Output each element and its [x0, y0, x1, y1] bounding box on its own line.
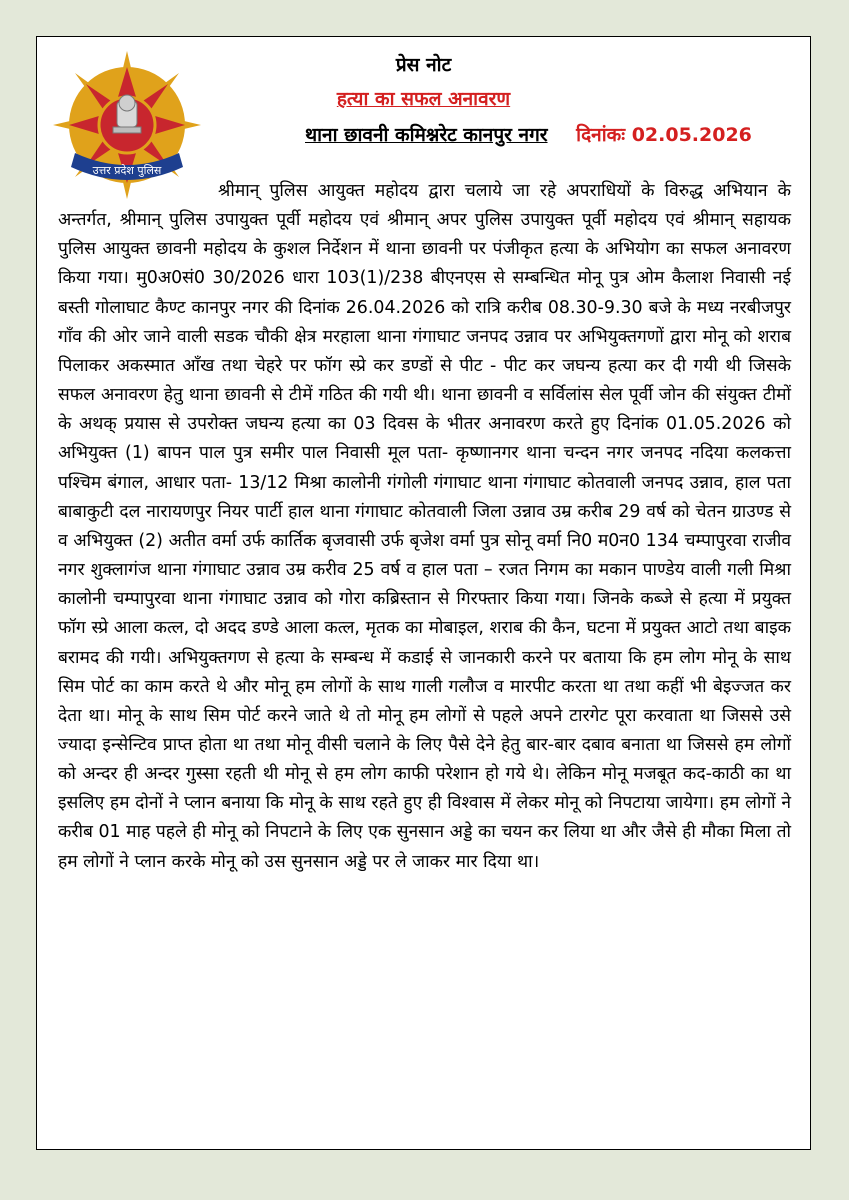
- station-date-row: [305, 121, 752, 147]
- page-title: प्रेस नोट: [395, 54, 452, 76]
- station-name: थाना छावनी कमिश्नरेट कानपुर नगर: [305, 124, 548, 146]
- date-label: दिनांकः: [576, 124, 626, 146]
- press-note-page: [36, 36, 811, 1150]
- date-value: 02.05.2026: [631, 124, 752, 146]
- emblem-ribbon-text: उत्तर प्रदेश पुलिस: [92, 164, 162, 177]
- body-paragraph: श्रीमान् पुलिस आयुक्त महोदय द्वारा चलाये जा रहे अपराधियों के विरुद्ध अभियान के अन्तर्गत, श्रीमान् पुलिस उपायुक्त पूर्वी महोदय एवं श्रीमान् अपर पुलिस उपायुक्त पूर्वी महोदय एवं श्रीमान् सहायक पुलिस आयुक्त छावनी महोदय के कुशल निर्देशन में थाना छावनी पर पंजीकृत हत्या के अभियोग का सफल अनावरण किया गया। मु0अ0सं0 30/2026 धारा 103(1)/238 बीएनएस से सम्बन्धित मोनू पुत्र ओम कैलाश निवासी नई बस्ती गोलाघाट कैण्ट कानपुर नगर की दिनांक 26.04.2026 को रात्रि करीब 08.30-9.30 बजे के मध्य नरबीजपुर गाँव की ओर जाने वाली सडक चौकी क्षेत्र मरहाला थाना गंगाघाट जनपद उन्नाव पर अभियुक्तगणों द्वारा मोनू को शराब पिलाकर अकस्मात आँख तथा चेहरे पर फॉग स्प्रे कर डण्डों से पीट - पीट कर जघन्य हत्या कर दी गयी थी जिसके सफल अनावरण हेतु थाना छावनी से टीमें गठित की गयी थी। थाना छावनी व सर्विलांस सेल पूर्वी जोन की संयुक्त टीमों के अथक् प्रयास से उपरोक्त जघन्य हत्या का 03 दिवस के भीतर अनावरण करते हुए दिनांक 01.05.2026 को अभियुक्त (1) बापन पाल पुत्र समीर पाल निवासी मूल पता- कृष्णानगर थाना चन्दन नगर जनपद नदिया कलकत्ता पश्चिम बंगाल, आधार पता- 13/12 मिश्रा कालोनी गंगोली गंगाघाट थाना गंगाघाट कोतवाली जनपद उन्नाव, हाल पता बाबाकुटी दल नारायणपुर नियर पार्टी हाल थाना गंगाघाट कोतवाली जिला उन्नाव उम्र करीब 29 वर्ष को चेतन ग्राउण्ड से व अभियुक्त (2) अतीत वर्मा उर्फ कार्तिक बृजवासी उर्फ बृजेश वर्मा पुत्र सोनू वर्मा नि0 म0न0 134 चम्पापुरवा राजीव नगर शुक्लागंज थाना गंगाघाट उन्नाव उम्र करीव 25 वर्ष व हाल पता – रजत निगम का मकान पाण्डेय वाली गली मिश्रा कालोनी चम्पापुरवा थाना गंगाघाट उन्नाव को गोरा कब्रिस्तान से गिरफ्तार किया गया। जिनके कब्जे से हत्या में प्रयुक्त फॉग स्प्रे आला कत्ल, दो अदद डण्डे आला कत्ल, मृतक का मोबाइल, शराब की कैन, घटना में प्रयुक्त आटो तथा बाइक बरामद की गयी। अभियुक्तगण से हत्या के सम्बन्ध में कडाई से जानकारी करने पर बताया कि हम लोग मोनू के साथ सिम पोर्ट का काम करते थे और मोनू हम लोगों के साथ गाली गलौज व मारपीट करता था तथा कहीं भी बेइज्जत कर देता था। मोनू के साथ सिम पोर्ट करने जाते थे तो मोनू हम लोगों से पहले अपने टारगेट पूरा करवाता था जिससे उसे ज्यादा इन्सेन्टिव प्राप्त होता था तथा मोनू वीसी चलाने के लिए पैसे देने हेतु बार-बार दबाव बनाता था जिससे हम लोगों को अन्दर ही अन्दर गुस्सा रहती थी मोनू से हम लोग काफी परेशान हो गये थे। लेकिन मोनू मजबूत कद-काठी का था इसलिए हम दोनों ने प्लान बनाया कि मोनू के साथ रहते हुए ही विश्वास में लेकर मोनू को निपटाया जायेगा। हम लोगों ने करीब 01 माह पहले ही मोनू को निपटाने के लिए एक सुनसान अड्डे का चयन कर लिया था और जैसे ही मौका मिला तो हम लोगों ने प्लान करके मोनू को उस सुनसान अड्डे पर ले जाकर मार दिया था।: [58, 181, 791, 872]
- page-subtitle: हत्या का सफल अनावरण: [336, 88, 511, 110]
